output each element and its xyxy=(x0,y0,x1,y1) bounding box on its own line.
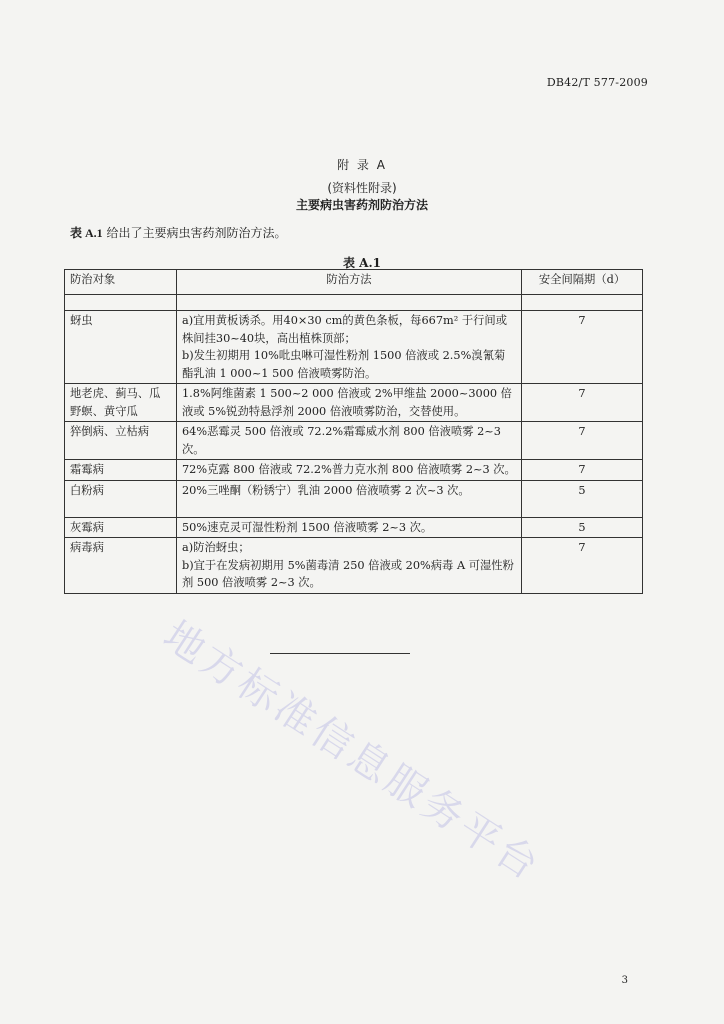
row-interval: 5 xyxy=(522,480,643,517)
header-target: 防治对象 xyxy=(65,270,177,295)
row-interval: 7 xyxy=(522,311,643,384)
table-row xyxy=(65,384,643,422)
method-line: a)宜用黄板诱杀。用40×30 cm的黄色条板，每667m² 于行间或株间挂30~40块，高出植株顶部； xyxy=(182,314,508,345)
method-line: b)宜于在发病初期用 5%菌毒清 250 倍液或 20%病毒 A 可湿性粉剂 500 倍液喷雾 2~3 次。 xyxy=(182,558,514,589)
method-line: a)防治蚜虫； xyxy=(182,541,250,554)
row-method xyxy=(177,517,522,538)
row-method xyxy=(177,460,522,481)
table-row xyxy=(65,517,643,538)
header-method: 防治方法 xyxy=(177,270,522,295)
table-row xyxy=(65,460,643,481)
row-interval: 7 xyxy=(522,538,643,594)
method-line: 1.8%阿维菌素 1 500~2 000 倍液或 2%甲维盐 2000~3000 倍液或 5%锐劲特悬浮剂 2000 倍液喷雾防治，交替使用。 xyxy=(182,387,512,418)
row-interval: 7 xyxy=(522,460,643,481)
appendix-subject: 主要病虫害药剂防治方法 xyxy=(295,198,428,212)
row-target: 蚜虫 xyxy=(65,311,177,384)
table-row xyxy=(65,422,643,460)
row-method xyxy=(177,384,522,422)
table-row xyxy=(65,311,643,384)
row-method xyxy=(177,538,522,594)
row-target: 霜霉病 xyxy=(65,460,177,481)
row-method xyxy=(177,422,522,460)
document-code: DB42/T 577-2009 xyxy=(546,76,648,89)
watermark: 地方标准信息服务平台 xyxy=(155,612,550,891)
appendix-title: 附 录 A xyxy=(337,158,387,172)
method-line: 20%三唑酮（粉锈宁）乳油 2000 倍液喷雾 2 次~3 次。 xyxy=(182,483,470,497)
page-number: 3 xyxy=(621,975,628,986)
row-target: 白粉病 xyxy=(65,480,177,517)
table-spacer-row xyxy=(65,295,643,311)
row-target: 地老虎、蓟马、瓜野螟、黄守瓜 xyxy=(65,384,177,422)
intro-paragraph xyxy=(70,224,287,241)
table-row xyxy=(65,538,643,594)
method-line: 50%速克灵可湿性粉剂 1500 倍液喷雾 2~3 次。 xyxy=(182,520,433,534)
method-line: b)发生初期用 10%吡虫啉可湿性粉剂 1500 倍液或 2.5%溴氰菊酯乳油 1 000~1 500 倍液喷雾防治。 xyxy=(182,349,506,380)
row-interval: 7 xyxy=(522,422,643,460)
row-method xyxy=(177,480,522,517)
table-header-row xyxy=(65,270,643,295)
intro-table-ref: 表 A.1 xyxy=(70,226,103,240)
end-rule xyxy=(270,653,410,654)
method-line: 64%恶霉灵 500 倍液或 72.2%霜霉威水剂 800 倍液喷雾 2~3 次。 xyxy=(182,425,501,456)
row-target: 病毒病 xyxy=(65,538,177,594)
intro-text: 给出了主要病虫害药剂防治方法。 xyxy=(102,226,287,240)
header-interval: 安全间隔期（d） xyxy=(522,270,643,295)
row-target: 猝倒病、立枯病 xyxy=(65,422,177,460)
method-line: 72%克露 800 倍液或 72.2%普力克水剂 800 倍液喷雾 2~3 次。 xyxy=(182,463,516,476)
row-interval: 7 xyxy=(522,384,643,422)
pest-control-table xyxy=(64,269,643,594)
row-method xyxy=(177,311,522,384)
table-caption: 表 A.1 xyxy=(342,256,382,270)
appendix-type: (资料性附录) xyxy=(327,181,397,195)
table-row xyxy=(65,480,643,517)
row-interval: 5 xyxy=(522,517,643,538)
row-target: 灰霉病 xyxy=(65,517,177,538)
